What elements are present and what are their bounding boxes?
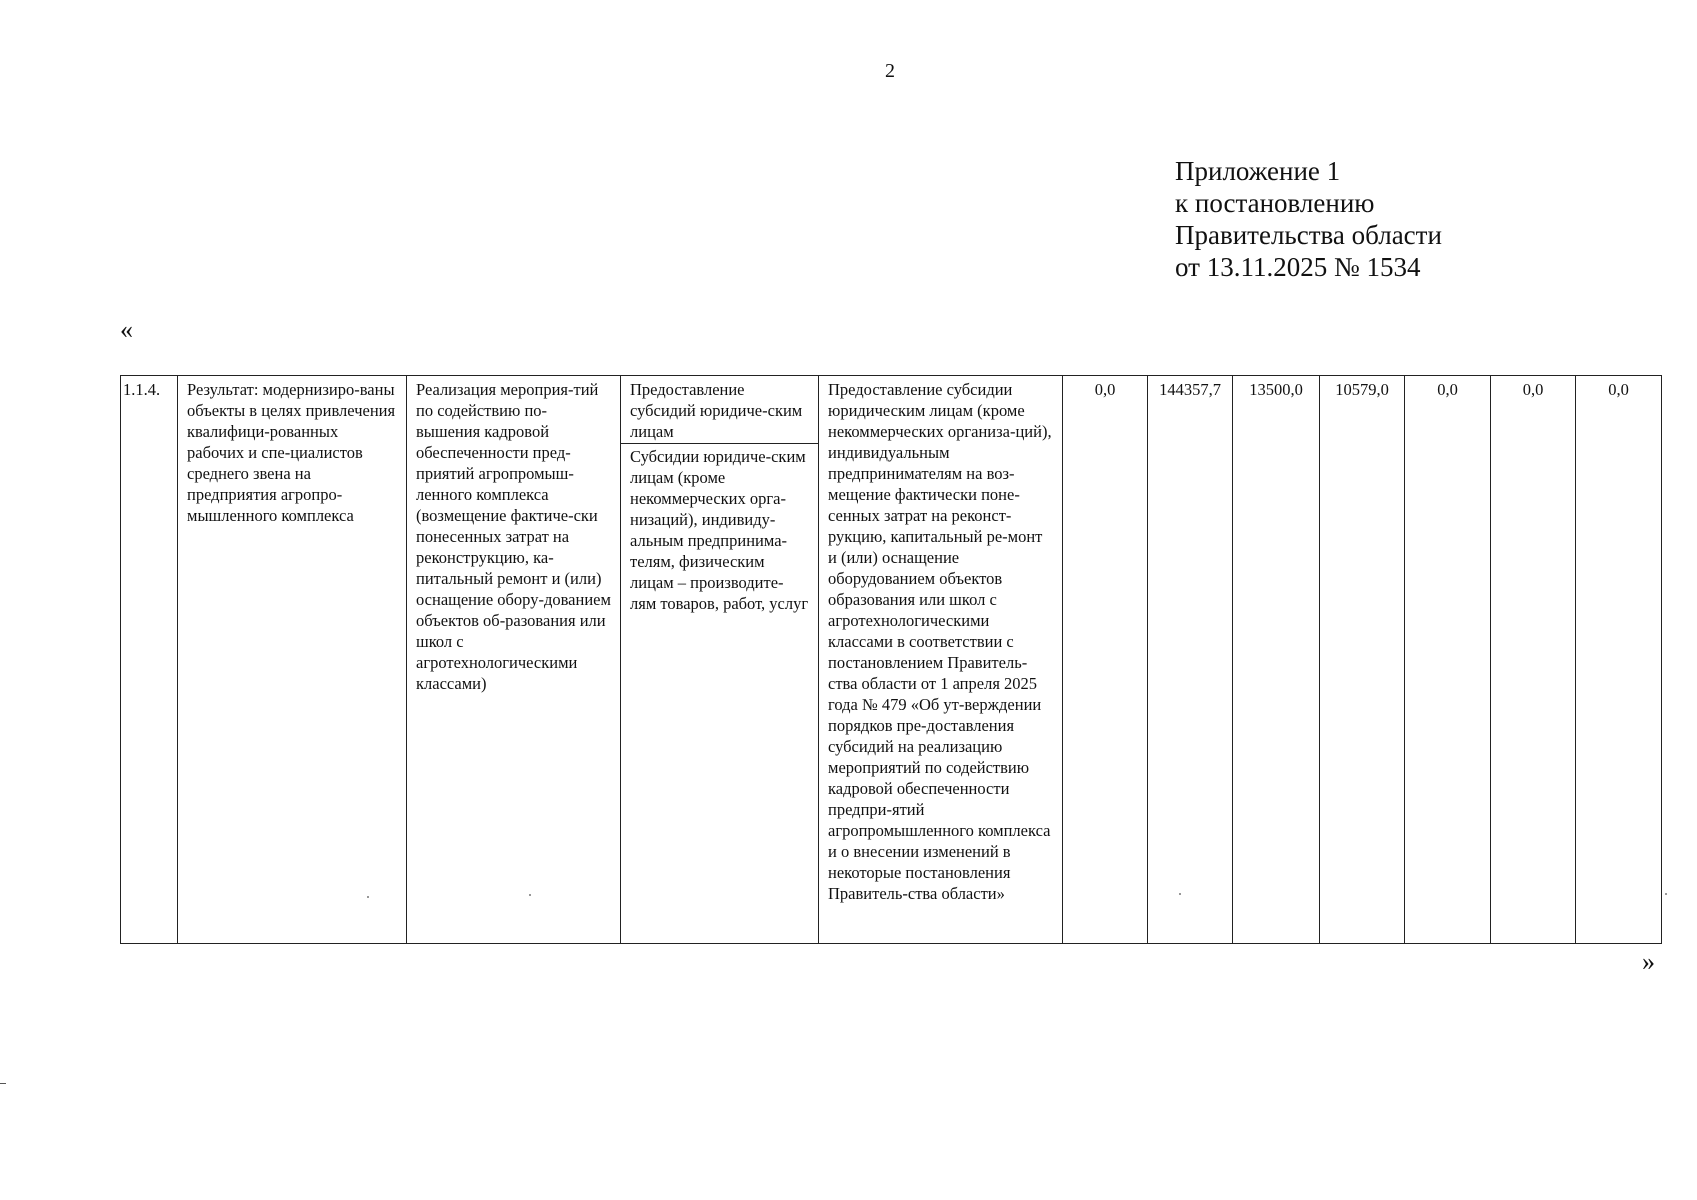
value-cell-7: 0,0: [1576, 376, 1662, 944]
scan-speck: [1665, 893, 1667, 895]
value-cell-5: 0,0: [1405, 376, 1491, 944]
program-table: [120, 375, 1662, 944]
page-number: 2: [885, 60, 895, 82]
scan-speck: [1179, 893, 1181, 895]
value-cell-4: 10579,0: [1320, 376, 1405, 944]
value-cell-1: 0,0: [1063, 376, 1148, 944]
value-cell-3: 13500,0: [1233, 376, 1320, 944]
closing-quote: »: [1642, 947, 1655, 976]
scan-edge-mark: [0, 1083, 6, 1084]
scan-speck: [529, 894, 531, 896]
appendix-line-1: Приложение 1: [1175, 156, 1341, 186]
type-cell: [621, 376, 819, 944]
value-cell-6: 0,0: [1491, 376, 1576, 944]
type-cell-top: Предоставление субсидий юридиче-ским лицам: [621, 379, 818, 444]
result-cell: Результат: модернизиро-ваны объекты в целях привлечения квалифици-рованных рабочих и спе-циалистов среднего звена на предприятия агропро-мышленного комплекса: [178, 376, 407, 944]
appendix-line-2: к постановлению: [1175, 188, 1375, 218]
row-index-cell: 1.1.4.: [121, 376, 178, 944]
description-cell: Предоставление субсидии юридическим лицам (кроме некоммерческих организа-ций), индивидуальным предпринимателям на воз-мещение фактически поне-сенных затрат на реконст-рукцию, капитальный ре-монт и (или) оснащение оборудованием объектов образования или школ с агротехнологическими классами в соответствии с постановлением Правитель-ства области от 1 апреля 2025 года № 479 «Об ут-верждении порядков пре-доставления субсидий на реализацию мероприятий по содействию кадровой обеспеченности предпри-ятий агропромышленного комплекса и о внесении изменений в некоторые постановления Правитель-ства области»: [819, 376, 1063, 944]
opening-quote: «: [120, 315, 133, 344]
value-cell-2: 144357,7: [1148, 376, 1233, 944]
scan-speck: [367, 896, 369, 898]
appendix-header: [1175, 155, 1442, 283]
appendix-line-4: от 13.11.2025 № 1534: [1175, 252, 1421, 282]
table-row: [121, 376, 1662, 944]
measure-cell: Реализация мероприя-тий по содействию по-вышения кадровой обеспеченности пред-приятий агропромыш-ленного комплекса (возмещение фактиче-ски понесенных затрат на реконструкцию, ка-питальный ремонт и (или) оснащение обору-дованием объектов об-разования или школ с агротехнологическими классами): [407, 376, 621, 944]
appendix-line-3: Правительства области: [1175, 220, 1442, 250]
type-cell-bottom: Субсидии юридиче-ским лицам (кроме некоммерческих орга-низаций), индивиду-альным предпринима-телям, физическим лицам – производите-лям товаров, работ, услуг: [630, 447, 809, 613]
